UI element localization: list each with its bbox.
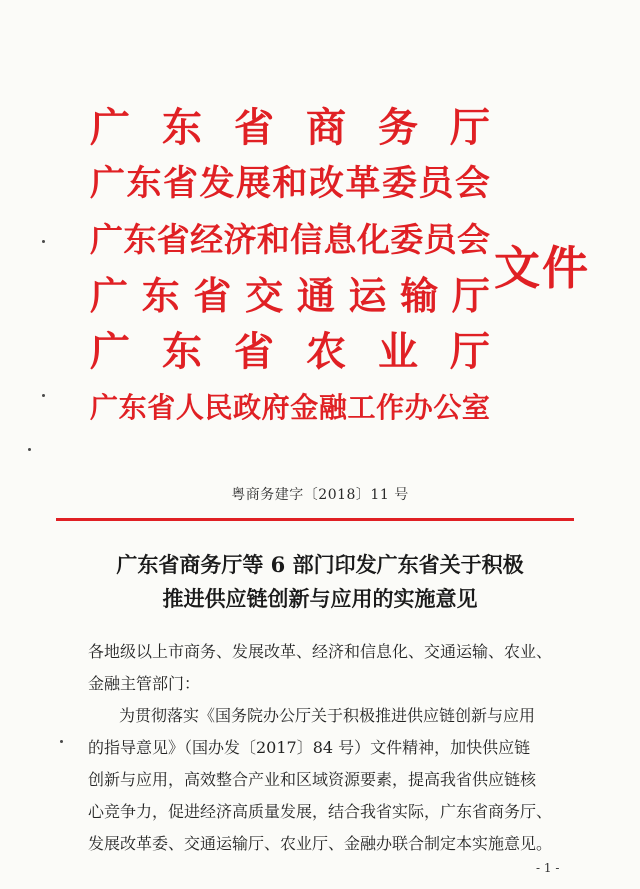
- issuer-line: [90, 212, 490, 268]
- issuer-char: 通: [296, 273, 335, 318]
- issuer-line: [90, 268, 490, 324]
- issuer-char: 东: [118, 391, 147, 424]
- issuer-char: 办: [404, 391, 433, 424]
- title-line: 推进供应链创新与应用的实施意见: [162, 586, 478, 611]
- issuer-char: 改: [308, 163, 344, 204]
- issuer-char: 民: [204, 391, 233, 424]
- title-line: 广东省商务厅等 6 部门印发广东省关于积极: [116, 552, 524, 577]
- scan-speck: [60, 740, 63, 743]
- issuer-char: 会: [454, 163, 490, 204]
- issuer-char: 东: [162, 104, 202, 151]
- document-suffix: 文件: [494, 241, 590, 295]
- issuer-char: 厅: [450, 104, 490, 151]
- issuer-char: 东: [126, 163, 162, 204]
- scan-speck: [28, 448, 31, 451]
- issuer-char: 工: [347, 391, 376, 424]
- issuer-char: 和: [272, 163, 308, 204]
- issuer-char: 省: [234, 328, 274, 375]
- issuer-char: 作: [376, 391, 405, 424]
- issuer-char: 省: [234, 104, 274, 151]
- issuer-char: 东: [123, 220, 157, 259]
- issuer-char: 省: [156, 220, 190, 259]
- page-number: - 1 -: [536, 861, 560, 875]
- issuer-char: 公: [433, 391, 462, 424]
- issuer-char: 人: [175, 391, 204, 424]
- issuer-char: 融: [318, 391, 347, 424]
- issuer-line: [90, 380, 490, 436]
- issuer-char: 室: [461, 391, 490, 424]
- issuer-line: [90, 324, 490, 380]
- issuer-char: 厅: [451, 273, 490, 318]
- issuer-char: 广: [90, 220, 123, 259]
- issuer-char: 员: [418, 163, 454, 204]
- issuer-char: 广: [90, 104, 130, 151]
- issuer-char: 委: [381, 163, 417, 204]
- body-line: 为贯彻落实《国务院办公厅关于积极推进供应链创新与应用: [119, 706, 536, 725]
- issuer-char: 化: [356, 220, 390, 259]
- issuer-line: [90, 156, 490, 212]
- body-line: 的指导意见》（国办发〔2017〕84 号）文件精神，加快供应链: [88, 738, 531, 757]
- issuer-char: 委: [390, 220, 424, 259]
- issuer-char: 东: [141, 273, 180, 318]
- body-line: 心竞争力，促进经济高质量发展，结合我省实际，广东省商务厅、: [88, 802, 553, 821]
- issuer-char: 和: [256, 220, 290, 259]
- document-body: [88, 636, 570, 860]
- issuer-char: 经: [190, 220, 224, 259]
- issuer-char: 交: [245, 273, 284, 318]
- issuer-line: [90, 100, 490, 156]
- issuer-char: 广: [90, 273, 129, 318]
- document-number: 粤商务建字〔2018〕11 号: [231, 487, 409, 503]
- issuer-char: 息: [323, 220, 357, 259]
- scan-speck: [42, 240, 45, 243]
- issuer-char: 广: [90, 328, 130, 375]
- issuer-char: 商: [306, 104, 346, 151]
- scan-speck: [42, 394, 45, 397]
- issuer-char: 省: [147, 391, 176, 424]
- issuer-char: 农: [306, 328, 346, 375]
- issuer-char: 输: [400, 273, 439, 318]
- red-divider: [56, 518, 574, 521]
- body-line: 创新与应用，高效整合产业和区域资源要素，提高我省供应链核: [88, 770, 537, 789]
- body-line: 金融主管部门：: [88, 674, 201, 693]
- issuer-char: 广: [90, 391, 119, 424]
- issuer-char: 东: [162, 328, 202, 375]
- issuer-char: 运: [348, 273, 387, 318]
- body-line: 发展改革委、交通运输厅、农业厅、金融办联合制定本实施意见。: [88, 834, 553, 853]
- issuer-char: 务: [378, 104, 418, 151]
- issuer-char: 省: [193, 273, 232, 318]
- issuer-char: 政: [233, 391, 262, 424]
- issuer-char: 展: [235, 163, 271, 204]
- body-line: 各地级以上市商务、发展改革、经济和信息化、交通运输、农业、: [88, 642, 553, 661]
- issuer-char: 金: [290, 391, 319, 424]
- issuer-char: 会: [456, 220, 490, 259]
- issuer-char: 省: [162, 163, 198, 204]
- issuer-char: 发: [199, 163, 235, 204]
- issuer-char: 府: [261, 391, 290, 424]
- document-title: [0, 548, 640, 616]
- issuer-char: 信: [290, 220, 324, 259]
- issuer-char: 济: [223, 220, 257, 259]
- issuer-char: 业: [378, 328, 418, 375]
- issuer-char: 厅: [450, 328, 490, 375]
- issuing-agencies: [90, 100, 490, 436]
- issuer-char: 革: [345, 163, 381, 204]
- issuer-char: 广: [90, 163, 126, 204]
- issuer-char: 员: [423, 220, 457, 259]
